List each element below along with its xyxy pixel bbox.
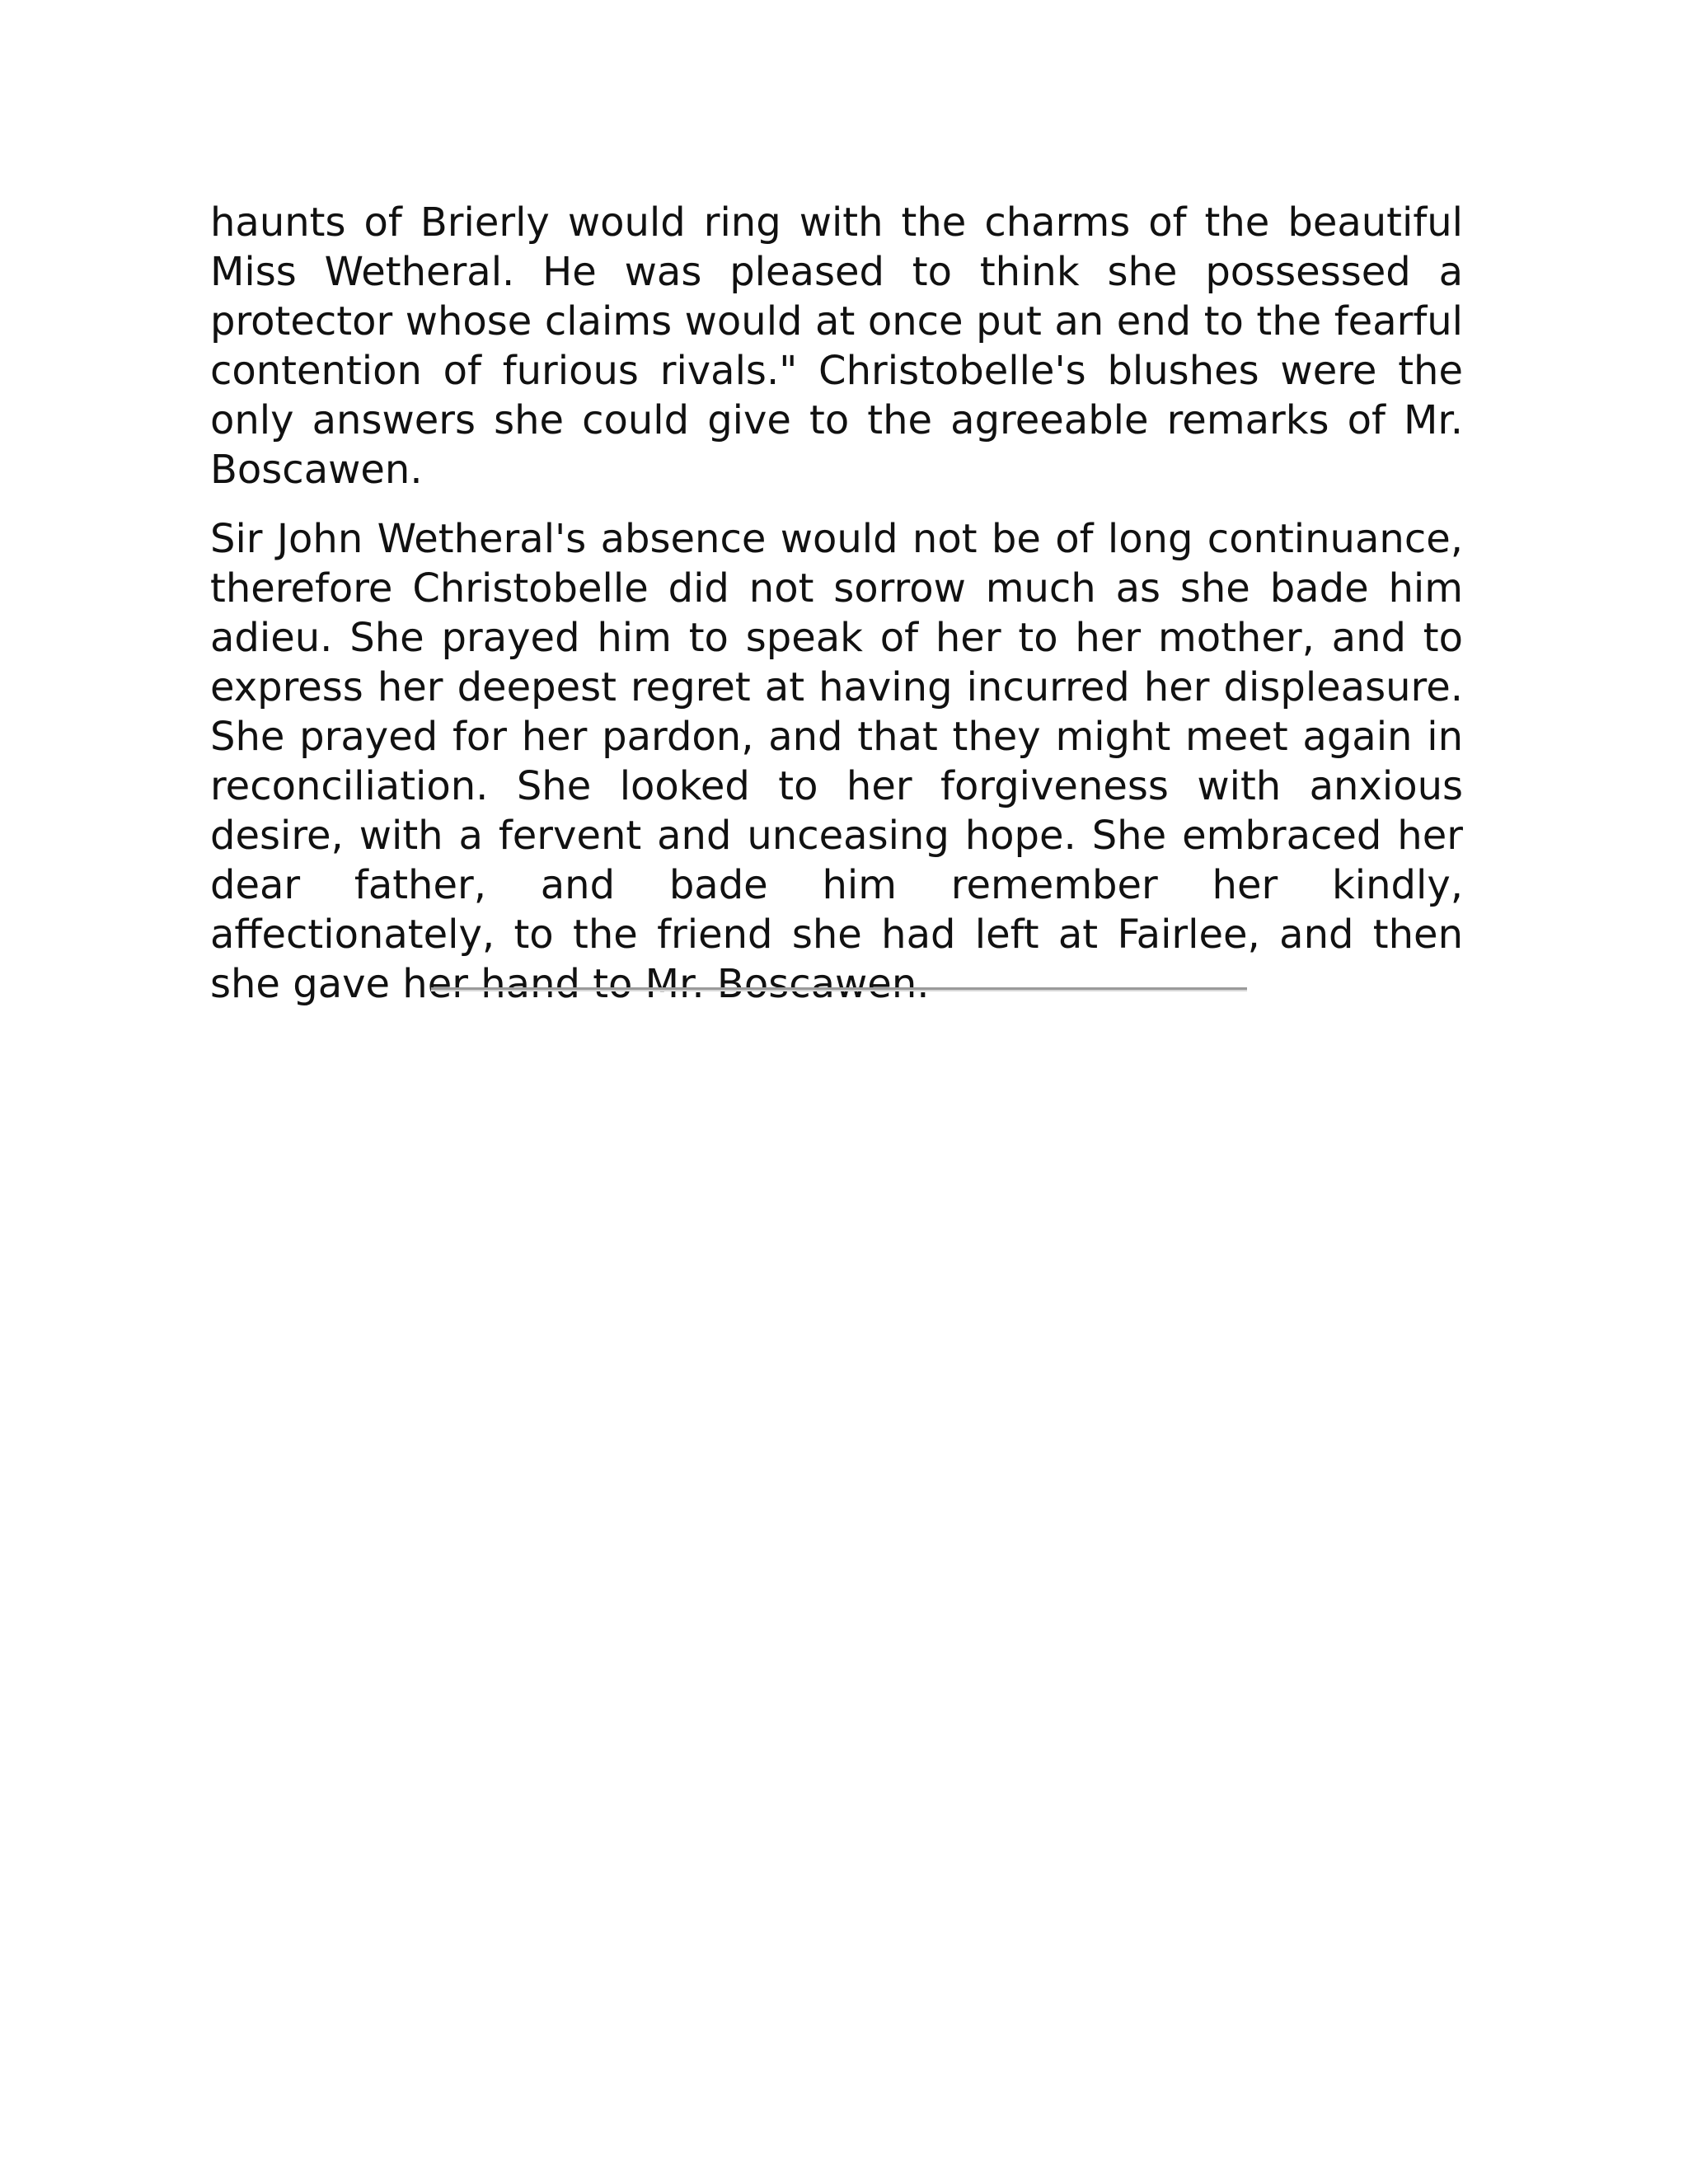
paragraph-1: haunts of Brierly would ring with the charms of the beautiful Miss Wetheral. He was pleased to think she possessed a protector whose claims would at once put an end to the fearful contention of furious rivals." Christobelle's blushes were the only answers she could give to the agreeable remarks of Mr. Boscawen. bbox=[210, 199, 1463, 493]
horizontal-rule bbox=[431, 987, 1247, 990]
paragraph-2: Sir John Wetheral's absence would not be of long continuance, therefore Christobelle did not sorrow much as she bade him adieu. She prayed him to speak of her to her mother, and to express her deepest regret at having incurred her displeasure. She prayed for her pardon, and that they might meet again in reconciliation. She looked to her forgiveness with anxious desire, with a fervent and unceasing hope. She embraced her dear father, and bade him remember her kindly, affectionately, to the friend she had left at Fairlee, and then she gave her hand to Mr. Boscawen. bbox=[210, 516, 1463, 1007]
body-text bbox=[210, 198, 1463, 1029]
